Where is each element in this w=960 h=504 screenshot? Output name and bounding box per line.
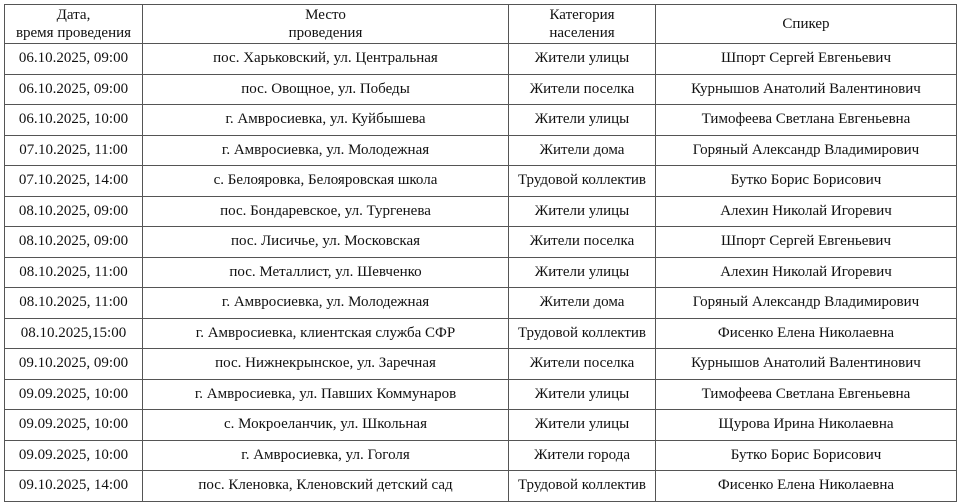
column-header-location — [143, 5, 509, 44]
cell-speaker: Курнышов Анатолий Валентинович — [656, 349, 957, 380]
cell-location: пос. Харьковский, ул. Центральная — [143, 44, 509, 75]
table-row — [5, 196, 957, 227]
header-line: Место — [305, 7, 346, 23]
cell-date-time: 09.09.2025, 10:00 — [5, 440, 143, 471]
cell-speaker: Горяный Александр Владимирович — [656, 135, 957, 166]
cell-speaker: Тимофеева Светлана Евгеньевна — [656, 379, 957, 410]
column-header-date-time — [5, 5, 143, 44]
table-row — [5, 166, 957, 197]
column-header-population-category — [509, 5, 656, 44]
cell-speaker: Бутко Борис Борисович — [656, 166, 957, 197]
cell-speaker: Бутко Борис Борисович — [656, 440, 957, 471]
header-line: Спикер — [782, 16, 830, 32]
cell-location: пос. Кленовка, Кленовский детский сад — [143, 471, 509, 502]
cell-speaker: Шпорт Сергей Евгеньевич — [656, 44, 957, 75]
cell-date-time: 07.10.2025, 14:00 — [5, 166, 143, 197]
cell-location: пос. Нижнекрынское, ул. Заречная — [143, 349, 509, 380]
cell-speaker: Фисенко Елена Николаевна — [656, 318, 957, 349]
table-row — [5, 410, 957, 441]
table-row — [5, 349, 957, 380]
cell-speaker: Алехин Николай Игоревич — [656, 257, 957, 288]
table-row — [5, 44, 957, 75]
cell-location: пос. Металлист, ул. Шевченко — [143, 257, 509, 288]
table-row — [5, 379, 957, 410]
cell-date-time: 08.10.2025, 11:00 — [5, 288, 143, 319]
cell-location: пос. Бондаревское, ул. Тургенева — [143, 196, 509, 227]
cell-population-category: Жители дома — [509, 288, 656, 319]
header-row — [5, 5, 957, 44]
cell-date-time: 09.10.2025, 14:00 — [5, 471, 143, 502]
table-row — [5, 227, 957, 258]
cell-location: г. Амвросиевка, клиентская служба СФР — [143, 318, 509, 349]
cell-date-time: 09.09.2025, 10:00 — [5, 410, 143, 441]
cell-population-category: Трудовой коллектив — [509, 471, 656, 502]
table-row — [5, 74, 957, 105]
cell-population-category: Жители улицы — [509, 379, 656, 410]
cell-date-time: 06.10.2025, 10:00 — [5, 105, 143, 136]
cell-date-time: 08.10.2025, 09:00 — [5, 227, 143, 258]
cell-date-time: 09.09.2025, 10:00 — [5, 379, 143, 410]
header-line: время проведения — [15, 25, 132, 41]
cell-location: пос. Лисичье, ул. Московская — [143, 227, 509, 258]
cell-speaker: Курнышов Анатолий Валентинович — [656, 74, 957, 105]
table-row — [5, 135, 957, 166]
cell-population-category: Жители улицы — [509, 410, 656, 441]
header-line: населения — [549, 25, 615, 41]
cell-population-category: Жители улицы — [509, 44, 656, 75]
cell-date-time: 07.10.2025, 11:00 — [5, 135, 143, 166]
table-row — [5, 105, 957, 136]
table-row — [5, 288, 957, 319]
cell-population-category: Жители улицы — [509, 105, 656, 136]
cell-location: г. Амвросиевка, ул. Молодежная — [143, 288, 509, 319]
cell-population-category: Трудовой коллектив — [509, 318, 656, 349]
cell-date-time: 06.10.2025, 09:00 — [5, 44, 143, 75]
cell-population-category: Жители улицы — [509, 257, 656, 288]
table-row — [5, 257, 957, 288]
header-line: проведения — [288, 25, 363, 41]
cell-population-category: Жители улицы — [509, 196, 656, 227]
cell-speaker: Горяный Александр Владимирович — [656, 288, 957, 319]
cell-date-time: 09.10.2025, 09:00 — [5, 349, 143, 380]
cell-speaker: Тимофеева Светлана Евгеньевна — [656, 105, 957, 136]
cell-date-time: 08.10.2025,15:00 — [5, 318, 143, 349]
cell-speaker: Алехин Николай Игоревич — [656, 196, 957, 227]
cell-population-category: Трудовой коллектив — [509, 166, 656, 197]
cell-location: с. Белояровка, Белояровская школа — [143, 166, 509, 197]
table-row — [5, 318, 957, 349]
header-line: Дата, — [56, 7, 91, 23]
column-header-speaker — [656, 5, 957, 44]
cell-population-category: Жители поселка — [509, 227, 656, 258]
cell-population-category: Жители поселка — [509, 349, 656, 380]
header-line: Категория — [549, 7, 615, 23]
cell-date-time: 06.10.2025, 09:00 — [5, 74, 143, 105]
cell-speaker: Фисенко Елена Николаевна — [656, 471, 957, 502]
cell-population-category: Жители поселка — [509, 74, 656, 105]
cell-location: г. Амвросиевка, ул. Гоголя — [143, 440, 509, 471]
cell-population-category: Жители города — [509, 440, 656, 471]
schedule-table — [4, 4, 957, 502]
cell-date-time: 08.10.2025, 09:00 — [5, 196, 143, 227]
cell-population-category: Жители дома — [509, 135, 656, 166]
cell-location: г. Амвросиевка, ул. Куйбышева — [143, 105, 509, 136]
cell-date-time: 08.10.2025, 11:00 — [5, 257, 143, 288]
cell-location: пос. Овощное, ул. Победы — [143, 74, 509, 105]
cell-location: с. Мокроеланчик, ул. Школьная — [143, 410, 509, 441]
table-row — [5, 440, 957, 471]
table-row — [5, 471, 957, 502]
cell-speaker: Щурова Ирина Николаевна — [656, 410, 957, 441]
cell-speaker: Шпорт Сергей Евгеньевич — [656, 227, 957, 258]
cell-location: г. Амвросиевка, ул. Павших Коммунаров — [143, 379, 509, 410]
cell-location: г. Амвросиевка, ул. Молодежная — [143, 135, 509, 166]
